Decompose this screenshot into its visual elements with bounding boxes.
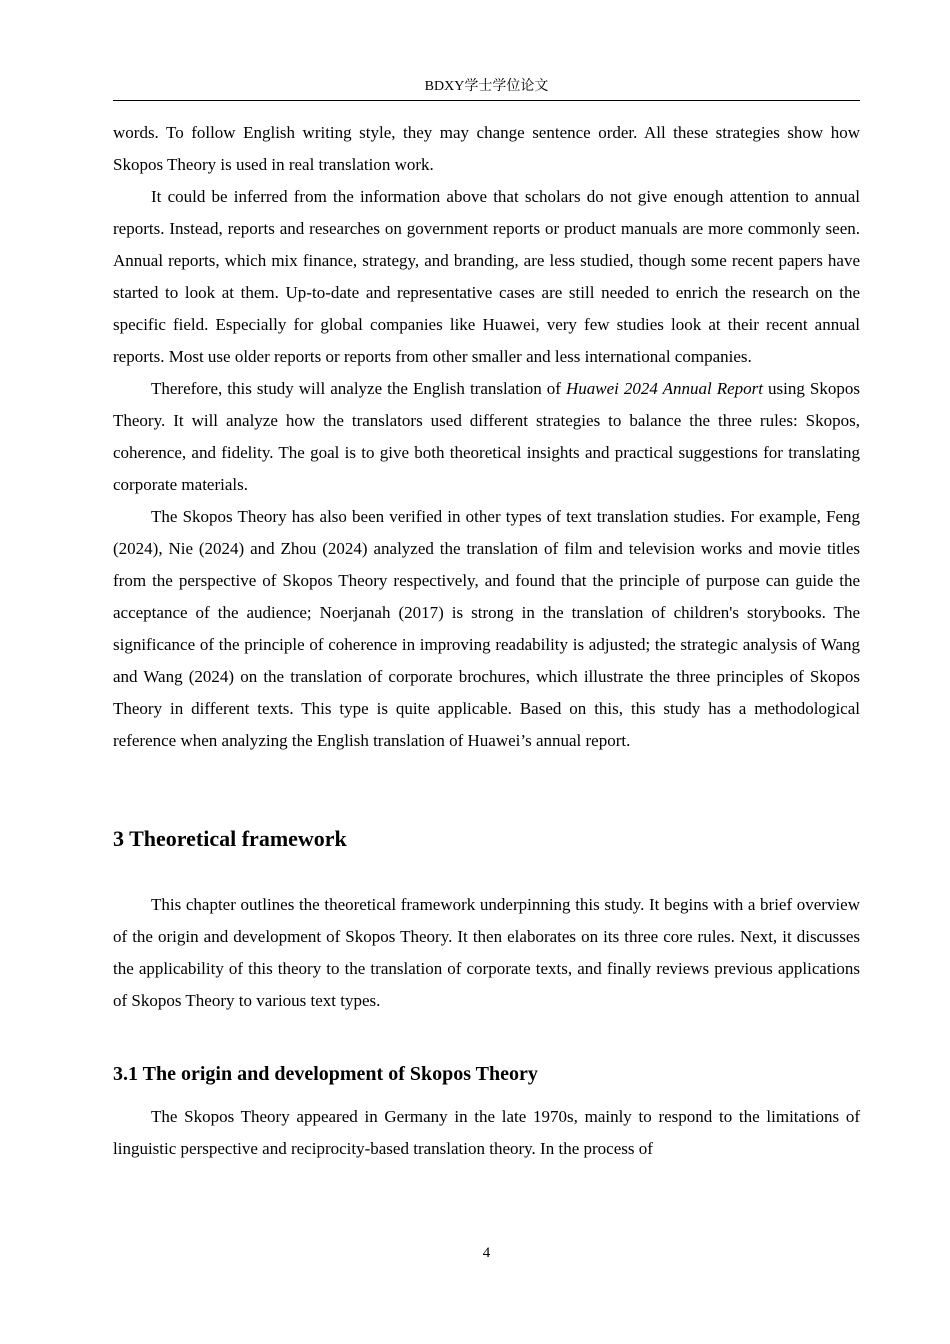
running-header: BDXY学士学位论文 [424,79,549,94]
subsection-heading-origin: 3.1 The origin and development of Skopos Theory [113,1063,538,1085]
header-rule [113,100,860,101]
paragraph-study-aim [113,373,860,501]
paragraph-annual-reports-gap: It could be inferred from the information above that scholars do not give enough attention to annual reports. Instead, reports and researches on government reports or product manuals are more commonly seen. Annual reports, which mix finance, strategy, and branding, are less studied, though some recent papers have started to look at them. Up-to-date and representative cases are still needed to enrich the research on the specific field. Especially for global companies like Huawei, very few studies look at their recent annual reports. Most use older reports or reports from other smaller and less international companies. [113,187,860,366]
page-body [113,117,860,1165]
paragraph-chapter-outline: This chapter outlines the theoretical framework underpinning this study. It begins with a brief overview of the origin and development of Skopos Theory. It then elaborates on its three core rules. Next, it discusses the applicability of this theory to the translation of corporate texts, and finally reviews previous applications of Skopos Theory to various text types. [113,895,860,1010]
page-number: 4 [482,1245,491,1261]
paragraph-skopos-origin: The Skopos Theory appeared in Germany in the late 1970s, mainly to respond to the limitations of linguistic perspective and reciprocity-based translation theory. In the process of [113,1107,860,1158]
paragraph-strategies-end: words. To follow English writing style, they may change sentence order. All these strategies show how Skopos Theory is used in real translation work. [113,123,860,174]
report-title-italic: Huawei 2024 Annual Report [565,379,764,398]
study-aim-text-end: using Skopos Theory. It will analyze how the translators used different strategies to balance the three rules: Skopos, coherence, and fidelity. The goal is to give both theoretical insights and practical suggestions for translating corporate materials. [113,379,860,494]
section-heading-theoretical-framework: 3 Theoretical framework [113,826,347,851]
study-aim-text-start: Therefore, this study will analyze the English translation of [151,379,566,398]
paragraph-other-text-types: The Skopos Theory has also been verified in other types of text translation studies. For example, Feng (2024), Nie (2024) and Zhou (2024) analyzed the translation of film and television works and movie titles from the perspective of Skopos Theory respectively, and found that the principle of purpose can guide the acceptance of the audience; Noerjanah (2017) is strong in the translation of children's storybooks. The significance of the principle of coherence in improving readability is adjusted; the strategic analysis of Wang and Wang (2024) on the translation of corporate brochures, which illustrate the three principles of Skopos Theory in different texts. This type is quite applicable. Based on this, this study has a methodological reference when analyzing the English translation of Huawei’s annual report. [113,507,860,750]
